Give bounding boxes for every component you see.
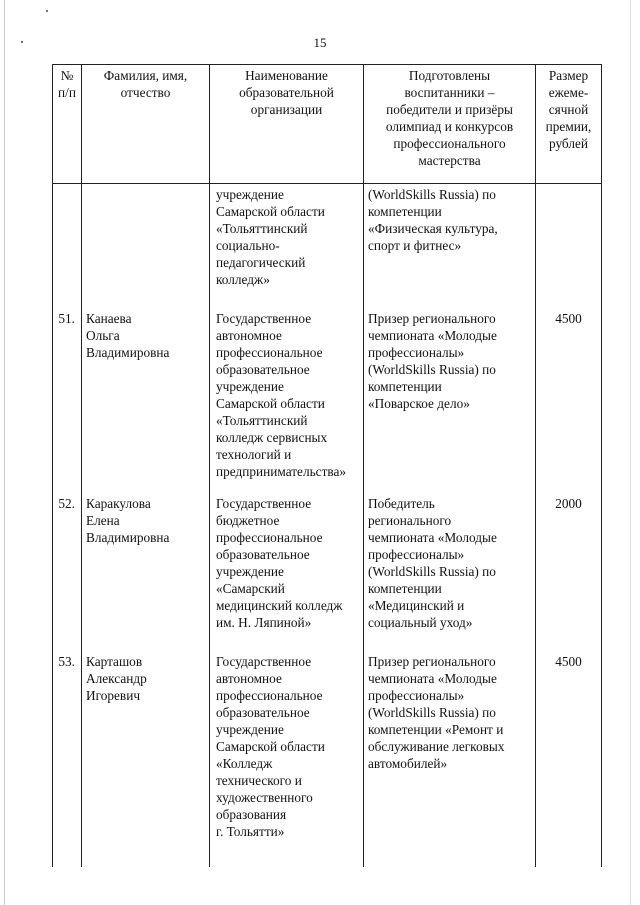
table-row bbox=[53, 495, 602, 653]
cell-amount: 4500 bbox=[536, 653, 602, 867]
cell-num: 52. bbox=[53, 495, 82, 653]
cell-organization: Государственное бюджетное профессиональное образовательное учреждение «Самарский медицинский колледж им. Н. Ляпиной» bbox=[210, 495, 364, 653]
cell-num: 51. bbox=[53, 310, 82, 495]
header-num: № п/п bbox=[53, 65, 82, 184]
header-amount: Размер ежеме- сячной премии, рублей bbox=[536, 65, 602, 184]
cell-name: Карташов Александр Игоревич bbox=[82, 653, 210, 867]
cell-name: Каракулова Елена Владимировна bbox=[82, 495, 210, 653]
cell-achievement: Призер регионального чемпионата «Молодые профессионалы» (WorldSkills Russia) по компетенции «Ремонт и обслуживание легковых автомобилей» bbox=[364, 653, 536, 867]
page-number: 15 bbox=[313, 35, 327, 50]
cell-organization: Государственное автономное профессиональное образовательное учреждение Самарской области «Колледж технического и художественного образования г. Тольятти» bbox=[210, 653, 364, 867]
cell-amount: 2000 bbox=[536, 495, 602, 653]
cell-achievement: Победитель регионального чемпионата «Молодые профессионалы» (WorldSkills Russia) по компетенции «Медицинский и социальный уход» bbox=[364, 495, 536, 653]
cell-achievement: (WorldSkills Russia) по компетенции «Физическая культура, спорт и фитнес» bbox=[364, 184, 536, 311]
header-organization: Наименование образовательной организации bbox=[210, 65, 364, 184]
cell-amount: 4500 bbox=[536, 310, 602, 495]
cell-achievement: Призер регионального чемпионата «Молодые профессионалы» (WorldSkills Russia) по компетенции «Поварское дело» bbox=[364, 310, 536, 495]
scan-speck bbox=[46, 10, 48, 12]
header-name: Фамилия, имя, отчество bbox=[82, 65, 210, 184]
cell-organization: Государственное автономное профессиональное образовательное учреждение Самарской области «Тольяттинский колледж сервисных технологий и предпринимательства» bbox=[210, 310, 364, 495]
cell-name bbox=[82, 184, 210, 311]
header-row bbox=[53, 65, 602, 184]
header-achievement: Подготовлены воспитанники – победители и призёры олимпиад и конкурсов профессионального мастерства bbox=[364, 65, 536, 184]
cell-num: 53. bbox=[53, 653, 82, 867]
cell-amount bbox=[536, 184, 602, 311]
scan-left-edge bbox=[4, 0, 5, 905]
table-row bbox=[53, 310, 602, 495]
scan-right-edge bbox=[630, 0, 631, 905]
cell-num bbox=[53, 184, 82, 311]
cell-organization: учреждение Самарской области «Тольяттинский социально- педагогический колледж» bbox=[210, 184, 364, 311]
continuation-row bbox=[53, 184, 602, 311]
awardees-table bbox=[52, 64, 602, 867]
cell-name: Канаева Ольга Владимировна bbox=[82, 310, 210, 495]
table-row bbox=[53, 653, 602, 867]
